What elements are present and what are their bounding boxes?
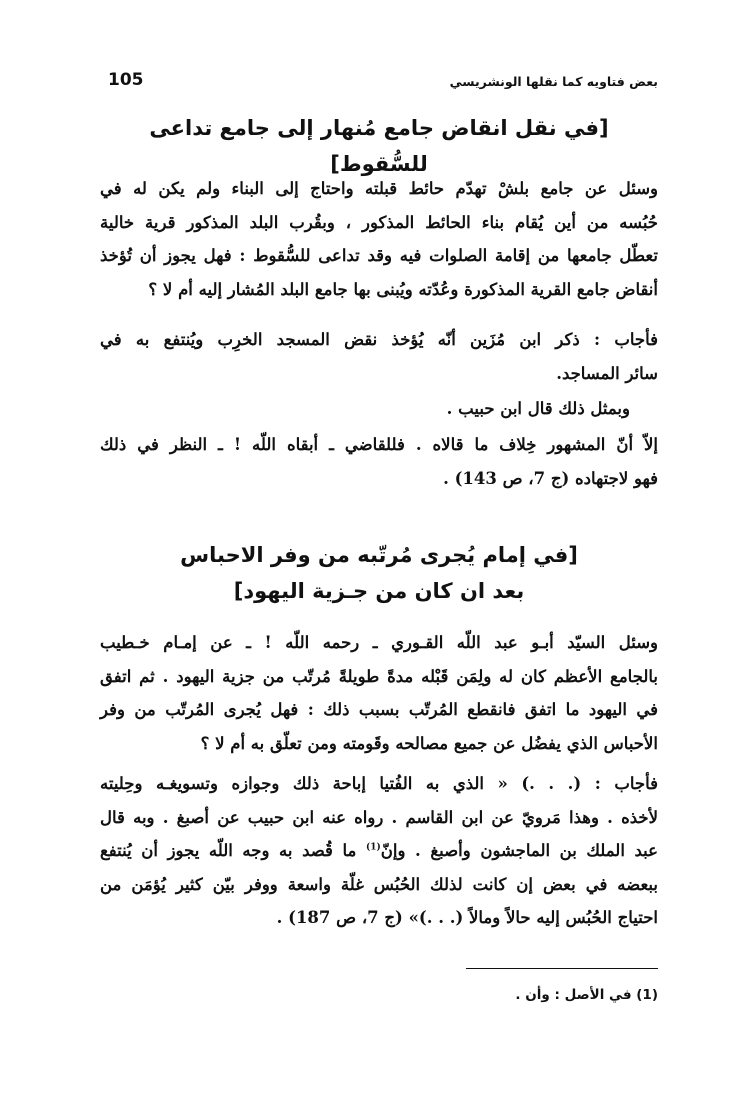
footnote-divider xyxy=(466,968,658,969)
text-line: فهو لاجتهاده (ج 7، ص 143) . xyxy=(443,468,658,488)
text-line: وسئل السيّد أبـو عبد اللّه القـوري ـ رحمه اللّه ! ـ عن إمـام خـطيب xyxy=(100,633,658,652)
question-paragraph-1 xyxy=(100,172,658,306)
text-line: حُبُسه من أين يُقام بناء الحائط المذكور ، وبقُرب البلد المذكور قرية خالية xyxy=(100,212,658,232)
section-title-2-line-1: [في إمام يُجرى مُرتّبه من وفر الاحباس xyxy=(180,543,578,567)
section-title-2-line-2: بعد ان كان من جـزية اليهود] xyxy=(233,579,525,603)
text-line: ببعضه في بعض إن كانت لذلك الحُبُس غلّة واسعة ووفر بيّن كثير يُؤمَن من xyxy=(100,874,658,894)
text-line: فأجاب : (. . .) « الذي به الفُتيا إباحة ذلك وجوازه وتسويغـه وحِليته xyxy=(100,774,658,793)
running-header xyxy=(108,70,658,98)
section-title-2 xyxy=(100,537,658,609)
running-title: بعض فتاويه كما نقلها الونشريسي xyxy=(449,74,658,89)
answer-paragraph-2 xyxy=(100,767,658,935)
text-line: إلاّ أنّ المشهور خِلاف ما قالاه . فللقاضي ـ أبقاه اللّه ! ـ النظر في ذلك xyxy=(100,435,658,454)
text-line: تعطّل جامعها من إقامة الصلوات فيه وقد تداعى للسُّقوط : فهل يجوز أن تُؤخذ xyxy=(100,246,658,265)
footnote-reference[interactable]: (1) xyxy=(366,842,381,853)
text-fragment: ما قُصد به وجه اللّه يجوز أن يُنتفع xyxy=(100,841,357,860)
page-number: 105 xyxy=(108,70,144,90)
text-line: الأحباس الذي يفضُل عن جميع مصالحه وقَومته ومن تعلّق به أم لا ؟ xyxy=(200,733,658,753)
text-line: أنقاض جامع القرية المذكورة وعُدّته ويُبنى بها جامع البلد المُشار إليه أم لا ؟ xyxy=(148,279,658,299)
section-title-1: [في نقل انقاض جامع مُنهار إلى جامع تداعى للسُّقوط] xyxy=(149,116,609,176)
text-line: بالجامع الأعظم كان له ولِمَن قَبْله مدةً طويلةً مُرتّب من جزية اليهود . ثم اتفق xyxy=(100,666,658,686)
text-line: فأجاب : ذكر ابن مُزَين أنّه يُؤخذ نقض المسجد الخرِب ويُنتفع به في xyxy=(100,330,658,349)
text-line: سائر المساجد. xyxy=(556,363,658,383)
text-line: لأخذه . وهذا مَرويّ عن ابن القاسم . رواه عنه ابن حبيب عن أصبغ . وبه قال xyxy=(100,807,658,827)
text-line: في اليهود ما اتفق فانقطع المُرتّب بسبب ذلك : فهل يُجرى المُرتّب من وفر xyxy=(100,700,658,719)
text-line xyxy=(100,834,658,868)
question-paragraph-2 xyxy=(100,626,658,760)
answer-paragraph-1 xyxy=(100,323,658,390)
text-line: وسئل عن جامع بلشْ تهدّم حائط قبلته واحتاج إلى البناء ولم يكن له في xyxy=(100,179,658,198)
footnote: (1) في الأصل : وأن . xyxy=(515,987,658,1003)
text-line: وبمثل ذلك قال ابن حبيب . xyxy=(446,399,630,418)
habib-line xyxy=(100,392,658,426)
exception-paragraph xyxy=(100,428,658,495)
text-fragment: عبد الملك بن الماجشون وأصبغ . وإنّ xyxy=(380,841,659,860)
text-line: احتياج الحُبُس إليه حالاً ومالاً (. . .)» (ج 7، ص 187) . xyxy=(276,908,658,927)
